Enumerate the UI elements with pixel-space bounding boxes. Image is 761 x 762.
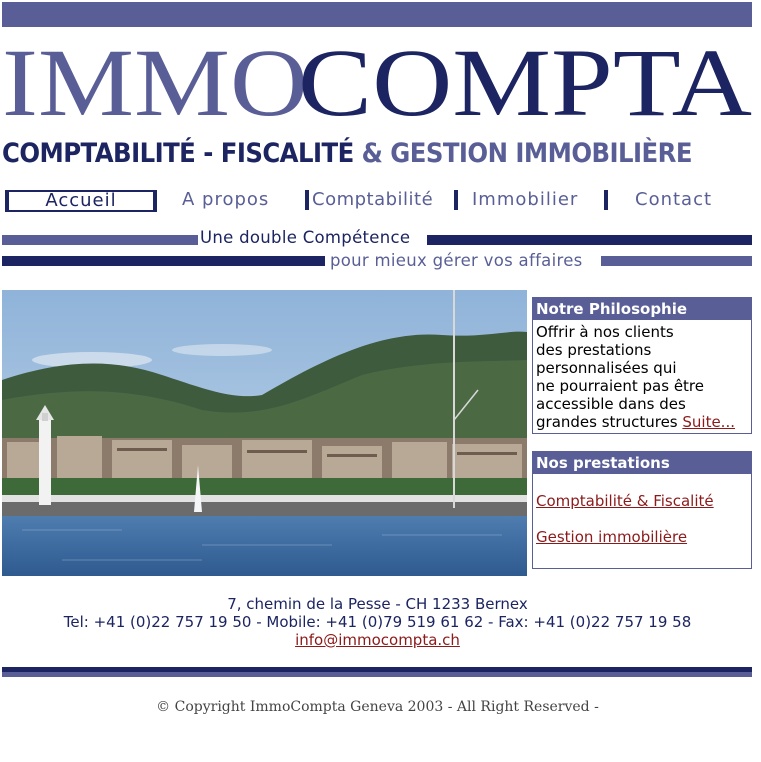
philosophy-line: ne pourraient pas être — [536, 377, 704, 395]
nav-comptabilite[interactable]: Comptabilité — [312, 189, 434, 210]
slogan-bar — [2, 256, 325, 266]
site-logo[interactable] — [2, 38, 752, 124]
philosophy-text — [533, 320, 751, 434]
tagline-realestate: & GESTION IMMOBILIÈRE — [353, 138, 692, 169]
geneva-lake-photo — [2, 290, 527, 576]
services-box — [532, 451, 752, 569]
philosophy-line: des prestations — [536, 341, 652, 359]
main-nav — [2, 188, 752, 212]
copyright-text: © Copyright ImmoCompta Geneva 2003 - All Right Reserved - — [156, 699, 599, 715]
philosophy-line — [536, 413, 748, 431]
nav-accueil[interactable]: Accueil — [5, 190, 157, 212]
logo-immo-text: IMMO — [2, 38, 308, 124]
nav-a-propos[interactable]: A propos — [182, 189, 270, 210]
philosophy-line: accessible dans des — [536, 395, 686, 413]
contact-info — [0, 595, 755, 649]
services-list — [533, 474, 751, 549]
philosophy-line-text: grandes structures — [536, 413, 683, 431]
nav-separator — [153, 190, 157, 210]
philosophy-line: personnalisées qui — [536, 359, 677, 377]
address-text: 7, chemin de la Pesse - CH 1233 Bernex — [227, 595, 528, 613]
philosophy-line: Offrir à nos clients — [536, 323, 674, 341]
philosophy-title: Notre Philosophie — [533, 298, 751, 320]
tagline-accounting: COMPTABILITÉ - FISCALITÉ — [2, 138, 354, 169]
nav-separator — [604, 190, 608, 210]
slogan-text-2: pour mieux gérer vos affaires — [330, 251, 583, 270]
nav-separator — [305, 190, 309, 210]
philosophy-more-link[interactable]: Suite... — [682, 413, 735, 431]
slogan-line-2 — [2, 250, 752, 272]
top-banner-bar — [2, 2, 752, 27]
footer-bar — [2, 672, 752, 677]
nav-immobilier[interactable]: Immobilier — [472, 189, 579, 210]
slogan-line-1 — [2, 227, 752, 249]
service-property-link[interactable]: Gestion immobilière — [536, 528, 688, 546]
nav-separator — [454, 190, 458, 210]
logo-graphic — [2, 38, 752, 124]
service-accounting-link[interactable]: Comptabilité & Fiscalité — [536, 492, 714, 510]
email-link[interactable]: info@immocompta.ch — [295, 631, 460, 649]
nav-contact[interactable]: Contact — [635, 189, 713, 210]
slogan-bar — [2, 235, 198, 245]
philosophy-box — [532, 297, 752, 434]
slogan-bar — [427, 235, 752, 245]
slogan-text-1: Une double Compétence — [200, 228, 411, 247]
company-tagline — [2, 136, 692, 172]
phone-numbers: Tel: +41 (0)22 757 19 50 - Mobile: +41 (0)79 519 61 62 - Fax: +41 (0)22 757 19 58 — [63, 613, 692, 631]
logo-compta-text: COMPTA — [298, 38, 752, 124]
slogan-bar — [601, 256, 752, 266]
services-title: Nos prestations — [533, 452, 751, 474]
photo-graphic — [2, 290, 527, 576]
